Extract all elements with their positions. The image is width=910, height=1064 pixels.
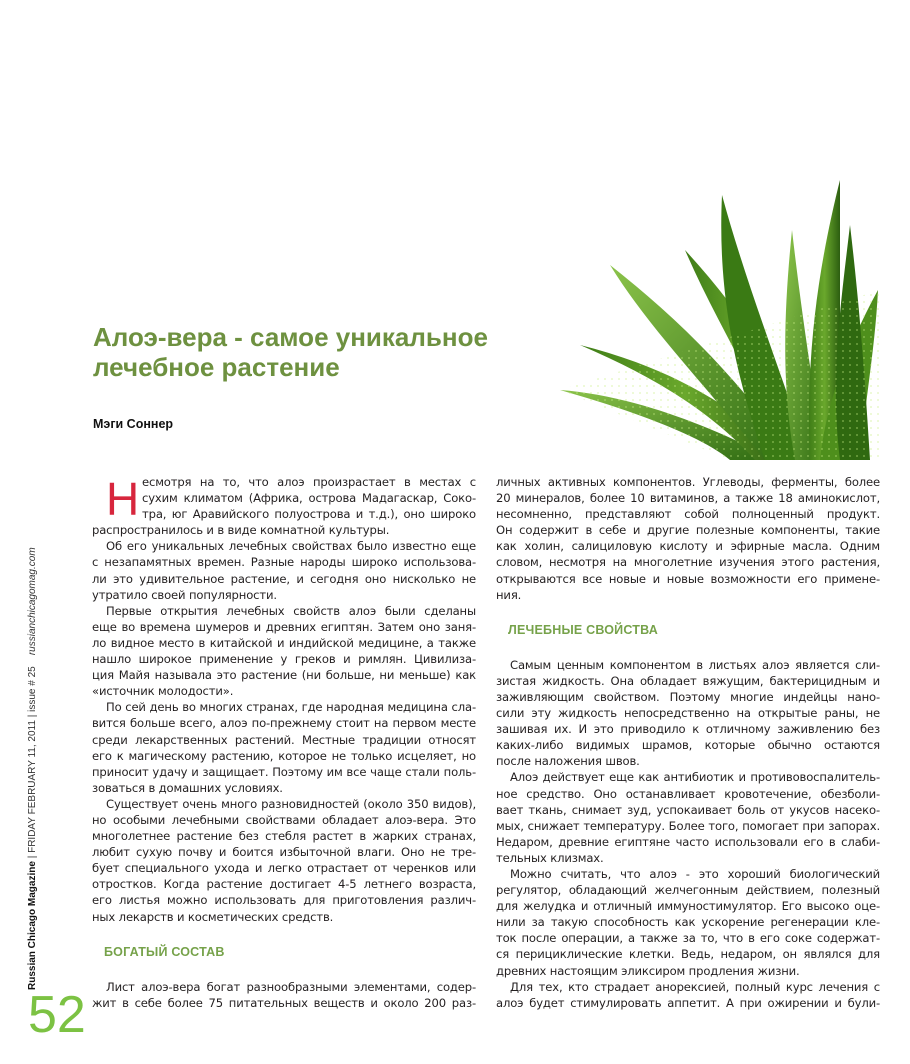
text-line: ток после операции, а также за то, что в его соке содержат- <box>496 931 880 946</box>
text-line: зоваться в домашних условиях. <box>92 780 283 795</box>
text-line: утратило своей популярности. <box>92 587 277 602</box>
text-line: многолетнее растение без стебля растет в жарких странах, <box>92 829 476 844</box>
text-line: приносит удачу и защищает. Поэтому им все чаще стали поль- <box>92 764 476 779</box>
website-link[interactable]: russianchicagomag.com <box>27 547 38 656</box>
text-line: тельных клизмах. <box>496 850 604 865</box>
text-line: сухим климатом (Африка, острова Мадагаскар, Соко- <box>142 491 476 506</box>
text-line: ся перициклические клетки. Ведь, недаром, он являлся для <box>496 947 880 962</box>
text-line: сили эту жидкость непосредственно на открытые раны, не <box>496 706 880 721</box>
magazine-name: Russian Chicago Magazine <box>27 861 38 990</box>
left-column <box>92 474 476 1011</box>
text-line: ных лекарств и косметических средств. <box>92 909 334 924</box>
text-line: зашивая их. И это приводило к отличному заживлению без <box>496 722 880 737</box>
text-line: его к магическому растению, которое не только исцеляет, но <box>92 748 476 763</box>
text-line: Об его уникальных лечебных свойствах было известно еще <box>106 539 476 554</box>
text-line: 20 минералов, более 10 витаминов, а также 18 аминокислот, <box>496 491 880 506</box>
text-line: вится больше всего, алоэ по-прежнему стоит на первом месте <box>92 716 476 731</box>
text-line: Алоэ действует еще как антибиотик и противовоспалитель- <box>510 770 880 785</box>
text-line: словом, несмотря на многолетние изучения этого растения, <box>496 555 880 570</box>
text-line: зистая жидкость. Она обладает вяжущим, бактерицидным и <box>496 673 880 688</box>
text-line: Существует очень много разновидностей (около 350 видов), <box>106 796 476 811</box>
text-line: каких-либо видимых шрамов, которые обычно остаются <box>496 738 880 753</box>
text-line: нашло широкое применение у греков и римлян. Цивилиза- <box>92 652 476 667</box>
text-line: распространилось и в виде комнатной культуры. <box>92 523 390 538</box>
issue-date: FRIDAY FEBRUARY 11, 2011 <box>27 720 38 853</box>
separator: | <box>27 855 38 859</box>
text-line: но особыми лечебными свойствами обладает алоэ-вера. Это <box>92 812 476 827</box>
text-line: ли это удивительное растение, и сегодня оно нисколько не <box>92 571 476 586</box>
text-line: как холин, салициловую кислоту и эфирные масла. Одним <box>496 539 880 554</box>
author-name: Мэги Соннер <box>93 417 174 431</box>
aloe-vera-photo <box>540 160 885 465</box>
text-line: любит сухую почву и боится избыточной влаги. Оно не тре- <box>92 845 476 860</box>
text-line: «источник молодости». <box>92 684 234 699</box>
text-line: тра, юг Аравийского полуострова и т.д.), оно широко <box>142 507 476 522</box>
text-line: заживляющим свойством. Поэтому многие индейцы нано- <box>496 689 880 704</box>
text-line: после наложения швов. <box>496 754 640 769</box>
text-line: еще во времена шумеров и древних египтян. Затем оно заня- <box>92 619 476 634</box>
text-line: среди лекарственных растений. Местные традиции относят <box>92 732 476 747</box>
page-number: 52 <box>28 986 86 1044</box>
text-line: Самым ценным компонентом в листьях алоэ является сли- <box>510 657 880 672</box>
magazine-sidebar <box>27 547 38 990</box>
issue-number: issue # 25 <box>27 666 38 712</box>
text-line: Лист алоэ-вера богат разнообразными элементами, содер- <box>106 979 476 994</box>
section-heading-composition: БОГАТЫЙ СОСТАВ <box>104 944 225 959</box>
title-line-2: лечебное растение <box>93 352 340 382</box>
text-line: древних настоящим эликсиром продления жизни. <box>496 963 800 978</box>
text-line: личных активных компонентов. Углеводы, ферменты, более <box>496 475 880 489</box>
text-line: вает ткань, снимает зуд, успокаивает боль от укусов насеко- <box>496 802 880 817</box>
text-line: несомненно, представляют собой полноценный продукт. <box>496 507 880 522</box>
text-line: есмотря на то, что алоэ произрастает в местах с <box>142 475 476 489</box>
text-line: для желудка и отличный иммуностимулятор. Его высоко оце- <box>496 899 880 914</box>
text-line: ния. <box>496 587 522 602</box>
text-line: Первые открытия лечебных свойств алоэ были сделаны <box>106 603 476 618</box>
text-line: ция Майя называла это растение (ни больше, ни меньше) как <box>92 668 476 683</box>
separator: | <box>27 714 38 718</box>
text-line: отростков. Когда растение достигает 4-5 летнего возраста, <box>92 877 476 892</box>
right-column <box>496 474 880 1011</box>
text-line: жит в себе более 75 питательных веществ и около 200 раз- <box>92 995 476 1010</box>
text-line: регулятор, обладающий желчегонным действием, полезный <box>496 883 880 898</box>
text-line: мых, снижает температуру. Более того, помогает при запорах. <box>496 818 880 833</box>
drop-cap: Н <box>106 473 140 525</box>
text-line: Он содержит в себе и другие полезные компоненты, такие <box>496 523 880 538</box>
title-line-1: Алоэ-вера - самое уникальное <box>93 322 488 352</box>
text-line: открываются все новые и новые возможности его примене- <box>496 571 880 586</box>
section-heading-healing-properties: ЛЕЧЕБНЫЕ СВОЙСТВА <box>508 622 658 637</box>
article-title <box>93 322 543 382</box>
text-line: Для тех, кто страдает анорексией, полный курс лечения с <box>510 979 880 994</box>
text-line: с незапамятных времен. Разные народы широко использова- <box>92 555 476 570</box>
text-line: нили за такую способность как ускорение регенерации кле- <box>496 915 880 930</box>
text-line: бует специального ухода и легко отрастает от черенков или <box>92 861 476 876</box>
text-line: Можно считать, что алоэ - это хороший биологический <box>510 866 880 881</box>
text-line: его листья можно использовать для приготовления различ- <box>92 893 476 908</box>
text-line: ное средство. Оно останавливает кровотечение, обезболи- <box>496 786 880 801</box>
text-line: Недаром, древние египтяне часто использовали его в слаби- <box>496 834 880 849</box>
text-line: По сей день во многих странах, где народная медицина сла- <box>106 700 476 715</box>
aloe-leaves <box>560 180 880 460</box>
text-line: ло видное место в китайской и индийской медицине, а также <box>92 635 476 650</box>
text-line: алоэ будет стимулировать аппетит. А при ожирении и були- <box>496 995 880 1010</box>
